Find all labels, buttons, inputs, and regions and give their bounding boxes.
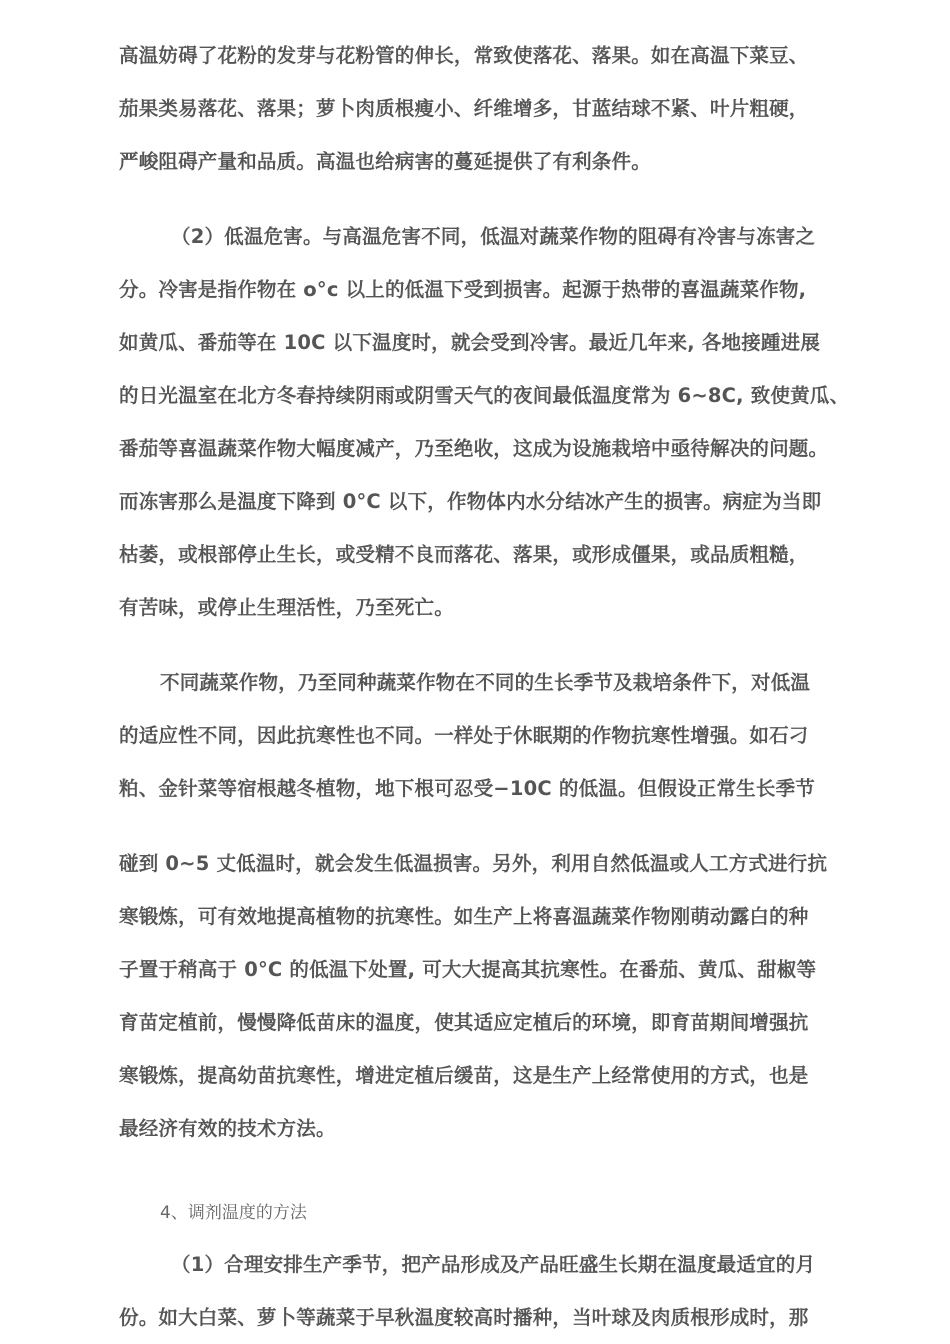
text-line: 严峻阻碍产量和品质。高温也给病害的蔓延提供了有利条件。	[119, 150, 651, 173]
text-line: 寒锻炼，可有效地提高植物的抗寒性。如生产上将喜温蔬菜作物刚萌动露白的种	[119, 905, 809, 928]
text-line: 分。冷害是指作物在 o°c 以上的低温下受到损害。起源于热带的喜温蔬菜作物,	[119, 278, 807, 301]
text-line: 茄果类易落花、落果；萝卜肉质根瘦小、纤维增多，甘蓝结球不紧、叶片粗硬，	[119, 97, 809, 120]
text-line: （1）合理安排生产季节，把产品形成及产品旺盛生长期在温度最适宜的月	[171, 1253, 816, 1276]
text-line: 番茄等喜温蔬菜作物大幅度减产，乃至绝收，这成为设施栽培中亟待解决的问题。	[119, 437, 829, 460]
text-line: 如黄瓜、番茄等在 10C 以下温度时，就会受到冷害。最近几年来, 各地接踵进展	[119, 331, 821, 354]
text-line: 枯萎，或根部停止生长，或受精不良而落花、落果，或形成僵果，或品质粗糙，	[119, 543, 809, 566]
text-line: 的适应性不同，因此抗寒性也不同。一样处于休眠期的作物抗寒性增强。如石刁	[119, 724, 809, 747]
text-line: 高温妨碍了花粉的发芽与花粉管的伸长，常致使落花、落果。如在高温下菜豆、	[119, 44, 809, 67]
text-line: 最经济有效的技术方法。	[119, 1117, 336, 1140]
text-line: 有苦味，或停止生理活性，乃至死亡。	[119, 596, 454, 619]
text-line: 粕、金针菜等宿根越冬植物，地下根可忍受−10C 的低温。但假设正常生长季节	[119, 777, 815, 800]
text-line: 寒锻炼，提高幼苗抗寒性，增进定植后缓苗，这是生产上经常使用的方式，也是	[119, 1064, 809, 1087]
text-line: 不同蔬菜作物，乃至同种蔬菜作物在不同的生长季节及栽培条件下，对低温	[160, 671, 811, 694]
text-line: 而冻害那么是温度下降到 0°C 以下，作物体内水分结冰产生的损害。病症为当即	[119, 490, 822, 513]
text-line: 子置于稍高于 0°C 的低温下处置, 可大大提高其抗寒性。在番茄、黄瓜、甜椒等	[119, 958, 817, 981]
section-heading: 4、调剂温度的方法	[160, 1203, 307, 1223]
text-line: （2）低温危害。与高温危害不同，低温对蔬菜作物的阻碍有冷害与冻害之	[171, 225, 816, 248]
text-line: 份。如大白菜、萝卜等蔬菜于早秋温度较高时播种，当叶球及肉质根形成时，那	[119, 1306, 809, 1329]
text-line: 的日光温室在北方冬春持续阴雨或阴雪天气的夜间最低温度常为 6~8C, 致使黄瓜、	[119, 384, 850, 407]
text-line: 碰到 0~5 丈低温时，就会发生低温损害。另外，利用自然低温或人工方式进行抗	[119, 852, 828, 875]
text-line: 育苗定植前，慢慢降低苗床的温度，使其适应定植后的环境，即育苗期间增强抗	[119, 1011, 809, 1034]
